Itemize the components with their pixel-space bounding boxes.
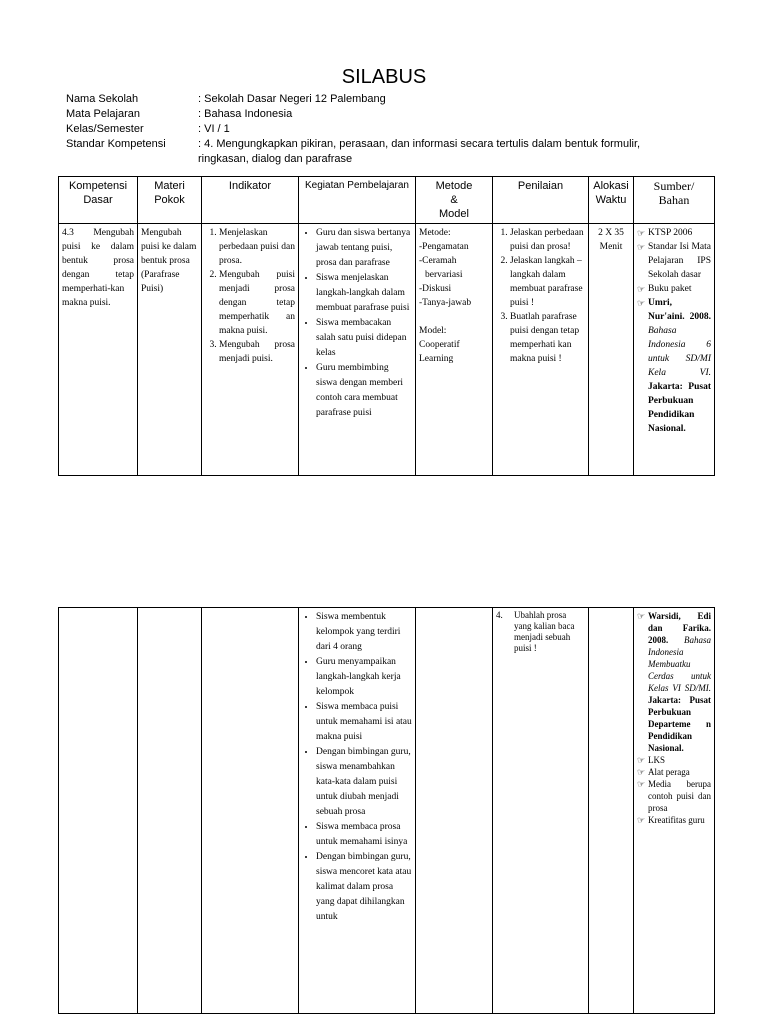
info-row-school — [66, 92, 668, 107]
metode-line: Model: — [419, 326, 447, 336]
cell-alokasi: 2 X 35 Menit — [589, 224, 634, 476]
info-label: Standar Kompetensi — [66, 138, 166, 150]
table-row — [59, 224, 715, 476]
cell-alokasi — [589, 608, 634, 1014]
list-item: 2. Mengubah puisi menjadi prosa dengan tetap memperhatik an makna puisi. — [219, 268, 295, 338]
list-item: • Siswa membaca prosa untuk memahami isinya — [316, 820, 412, 850]
list-item: ☞ LKS — [637, 754, 711, 766]
info-label: Mata Pelajaran — [66, 108, 140, 120]
list-item: • Guru dan siswa bertanya jawab tentang puisi, prosa dan parafrase — [316, 226, 412, 271]
cell-metode — [416, 608, 493, 1014]
header-metode — [416, 177, 493, 224]
metode-line — [419, 310, 489, 324]
cell-indikator — [202, 608, 299, 1014]
list-item: ☞ Media berupa contoh puisi dan prosa — [637, 778, 711, 814]
header-metode-line3: Model — [439, 208, 469, 220]
info-value: : Sekolah Dasar Negeri 12 Palembang — [198, 93, 386, 105]
cell-penilaian — [493, 224, 589, 476]
source-title: Bahasa Indonesia Membuatku Cerdas untuk Kelas VI SD/MI. — [648, 635, 711, 693]
header-metode-line1: Metode — [435, 180, 473, 192]
cell-penilaian — [493, 608, 589, 1014]
list-item: • Dengan bimbingan guru, siswa menambahkan kata-kata dalam puisi untuk diubah menjadi sebuah prosa — [316, 745, 412, 820]
list-item: 2. Jelaskan langkah – langkah dalam membuat parafrase puisi ! — [510, 254, 585, 310]
header-kompetensi: Kompetensi Dasar — [59, 177, 138, 224]
list-item: ☞ Buku paket — [637, 282, 711, 296]
item-number: 4. — [496, 610, 503, 620]
source-author: Warsidi, Edi dan Farika. 2008. — [648, 611, 711, 645]
info-row-class — [66, 122, 668, 137]
header-indikator: Indikator — [202, 177, 299, 224]
header-materi: Materi Pokok — [138, 177, 202, 224]
table-row — [59, 608, 715, 1014]
list-item: • Siswa membentuk kelompok yang terdiri dari 4 orang — [316, 610, 412, 655]
list-item: Ubahlah prosa yang kalian baca menjadi sebuah puisi ! — [514, 610, 575, 653]
cell-sumber — [634, 608, 715, 1014]
info-row-standard — [66, 137, 668, 167]
metode-line: -Tanya-jawab — [419, 298, 472, 308]
metode-line: -Diskusi — [419, 284, 452, 294]
list-item — [637, 296, 711, 436]
header-sumber: Sumber/ Bahan — [634, 177, 715, 224]
info-value: : Bahasa Indonesia — [198, 108, 293, 120]
source-author: Umri, Nur'aini. 2008. — [648, 298, 711, 322]
cell-indikator — [202, 224, 299, 476]
cell-materi — [138, 608, 202, 1014]
list-item: 1. Menjelaskan perbedaan puisi dan prosa. — [219, 226, 295, 268]
cell-kompetensi — [59, 608, 138, 1014]
source-publisher: Jakarta: Pusat Perbukuan Departeme n Pendidikan Nasional. — [648, 695, 711, 753]
cell-sumber — [634, 224, 715, 476]
header-penilaian: Penilaian — [493, 177, 589, 224]
syllabus-table-2 — [58, 607, 715, 1014]
source-publisher: Jakarta: Pusat Perbukuan Pendidikan Nasional. — [648, 382, 711, 434]
list-item: • Guru membimbing siswa dengan memberi contoh cara membuat parafrase puisi — [316, 361, 412, 421]
source-title: Bahasa Indonesia 6 untuk SD/MI Kela VI. — [648, 326, 711, 378]
list-item: ☞ Alat peraga — [637, 766, 711, 778]
list-item: • Siswa menjelaskan langkah-langkah dalam membuat parafrase puisi — [316, 271, 412, 316]
cell-kegiatan — [299, 608, 416, 1014]
list-item: 1. Jelaskan perbedaan puisi dan prosa! — [510, 226, 585, 254]
metode-line: -Ceramah — [419, 256, 457, 266]
info-label: Kelas/Semester — [66, 123, 144, 135]
syllabus-table-1 — [58, 176, 715, 476]
metode-line: -Pengamatan — [419, 242, 469, 252]
list-item: • Siswa membaca puisi untuk memahami isi atau makna puisi — [316, 700, 412, 745]
list-item: ☞ Standar Isi Mata Pelajaran IPS Sekolah dasar — [637, 240, 711, 282]
list-item: • Siswa membacakan salah satu puisi didepan kelas — [316, 316, 412, 361]
metode-line: Learning — [419, 354, 454, 364]
list-item: ☞ Kreatifitas guru — [637, 814, 711, 826]
header-alokasi: Alokasi Waktu — [589, 177, 634, 224]
list-item: 3. Mengubah prosa menjadi puisi. — [219, 338, 295, 366]
list-item: • Dengan bimbingan guru, siswa mencoret kata atau kalimat dalam prosa yang dapat dihilangkan untuk — [316, 850, 412, 925]
header-metode-line2: & — [450, 194, 458, 206]
list-item: • Guru menyampaikan langkah-langkah kerja kelompok — [316, 655, 412, 700]
cell-kegiatan — [299, 224, 416, 476]
page-title: SILABUS — [341, 66, 427, 88]
info-value: : 4. Mengungkapkan pikiran, perasaan, dan informasi secara tertulis dalam bentuk formulir, ringkasan, dialog dan parafrase — [198, 138, 641, 165]
info-row-subject — [66, 107, 668, 122]
table-header-row — [59, 177, 715, 224]
header-info — [66, 92, 668, 167]
cell-metode — [416, 224, 493, 476]
list-item: 3. Buatlah parafrase puisi dengan tetap memperhati kan makna puisi ! — [510, 310, 585, 366]
metode-line: bervariasi — [425, 270, 463, 280]
metode-line: Metode: — [419, 228, 451, 238]
cell-kompetensi: 4.3 Mengubah puisi ke dalam bentuk prosa dengan tetap memperhati-kan makna puisi. — [59, 224, 138, 476]
list-item — [637, 610, 711, 754]
info-value: : VI / 1 — [198, 123, 230, 135]
header-kegiatan: Kegiatan Pembelajaran — [299, 177, 416, 224]
info-label: Nama Sekolah — [66, 93, 139, 105]
cell-materi: Mengubah puisi ke dalam bentuk prosa (Parafrase Puisi) — [138, 224, 202, 476]
list-item: ☞ KTSP 2006 — [637, 226, 711, 240]
metode-line: Cooperatif — [419, 340, 460, 350]
